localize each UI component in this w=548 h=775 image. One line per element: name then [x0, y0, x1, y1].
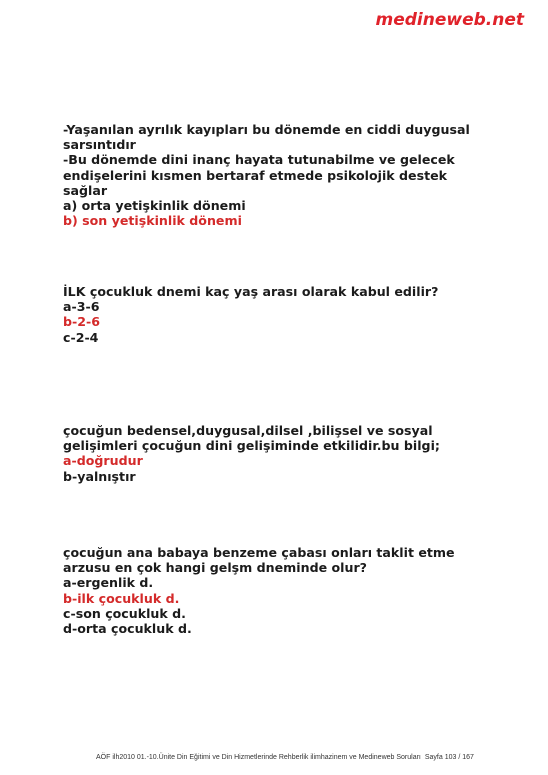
question-4 — [63, 545, 503, 636]
question-3-stem-line-1: çocuğun bedensel,duygusal,dilsel ,bilişsel ve sosyal — [63, 423, 433, 438]
question-3 — [63, 423, 503, 484]
question-3-stem-line-2: gelişimleri çocuğun dini gelişiminde etkilidir.bu bilgi; — [63, 438, 440, 454]
question-4-option-b: b-ilk çocukluk d. — [63, 590, 180, 606]
question-1-stem-line-4: endişelerini kısmen bertaraf etmede psikolojik destek — [63, 167, 448, 183]
question-4-option-a: a-ergenlik d. — [63, 575, 154, 591]
page-footer — [96, 754, 474, 761]
question-1-stem-line-2: sarsıntıdır — [63, 137, 136, 153]
question-4-option-c: c-son çocukluk d. — [63, 605, 186, 621]
question-2 — [63, 284, 503, 345]
page-number: Sayfa 103 / 167 — [424, 754, 474, 761]
question-4-stem-line-1: çocuğun ana babaya benzeme çabası onları taklit etme — [63, 545, 455, 560]
question-1-stem-line-3: -Bu dönemde dini inanç hayata tutunabilme ve gelecek — [63, 152, 455, 168]
question-2-stem-line-1: İLK çocukluk dnemi kaç yaş arası olarak kabul edilir? — [63, 284, 439, 299]
site-brand: medineweb.net — [375, 10, 524, 30]
question-1-stem-line-1: -Yaşanılan ayrılık kayıpları bu dönemde en ciddi duygusal — [63, 122, 470, 137]
question-1-option-b: b) son yetişkinlik dönemi — [63, 213, 242, 229]
question-1-option-a: a) orta yetişkinlik dönemi — [63, 198, 246, 214]
question-4-option-d: d-orta çocukluk d. — [63, 621, 192, 637]
question-3-option-a: a-doğrudur — [63, 453, 143, 469]
question-1 — [63, 122, 503, 228]
question-4-stem-line-2: arzusu en çok hangi gelşm dneminde olur? — [63, 560, 367, 576]
question-3-option-b: b-yalnıştır — [63, 468, 136, 484]
question-2-option-b: b-2-6 — [63, 314, 100, 330]
question-1-stem-line-5: sağlar — [63, 182, 108, 198]
question-2-option-a: a-3-6 — [63, 299, 100, 315]
footer-text: AÖF ilh2010 01.-10.Ünite Din Eğitimi ve Din Hizmetlerinde Rehberlik ilimhazinem ve Medineweb Soruları — [96, 754, 421, 761]
question-2-option-c: c-2-4 — [63, 329, 99, 345]
